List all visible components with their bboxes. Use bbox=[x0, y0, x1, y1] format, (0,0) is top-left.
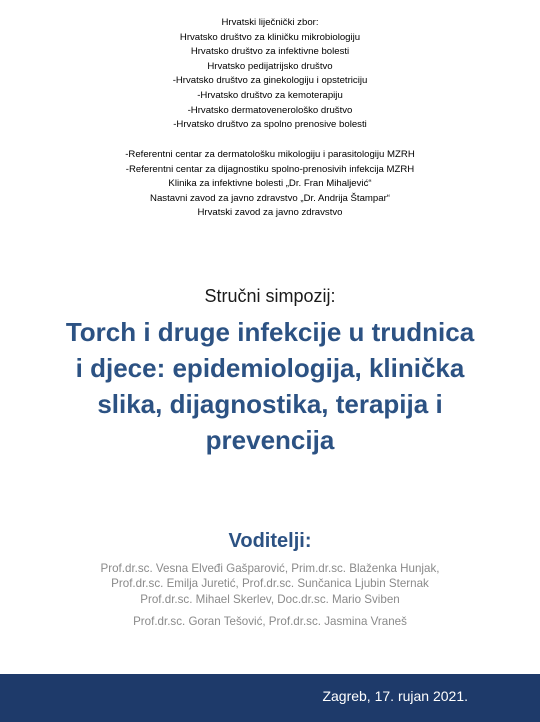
organizer-line: Hrvatsko pedijatrijsko društvo bbox=[207, 60, 333, 72]
organizer-line: -Hrvatsko društvo za spolno prenosive bolesti bbox=[173, 119, 367, 131]
institution-line: -Referentni centar za dermatološku mikologiju i parasitologiju MZRH bbox=[125, 149, 415, 160]
organizer-line: Hrvatsko društvo za kliničku mikrobiologiju bbox=[179, 31, 361, 43]
title-line: slika, dijagnostika, terapija i bbox=[97, 389, 443, 419]
institution-line: -Referentni centar za dijagnostiku spolno-prenosivih infekcija MZRH bbox=[125, 163, 415, 175]
organizer-line: Hrvatski liječnički zbor: bbox=[221, 17, 319, 28]
footer-place-date: Zagreb, 17. rujan 2021. bbox=[322, 688, 468, 704]
organizers-list bbox=[0, 16, 540, 133]
leader-line: Prof.dr.sc. Vesna Elveđi Gašparović, Prim.dr.sc. Blaženka Hunjak, bbox=[100, 562, 440, 575]
title-line: prevencija bbox=[205, 425, 335, 455]
organizer-line: -Hrvatsko društvo za kemoterapiju bbox=[197, 89, 343, 101]
leader-line: Prof.dr.sc. Emilja Juretić, Prof.dr.sc. Sunčanica Ljubin Sternak bbox=[111, 577, 429, 591]
institution-line: Hrvatski zavod za javno zdravstvo bbox=[197, 207, 343, 219]
leaders-list bbox=[0, 561, 540, 630]
leader-line: Prof.dr.sc. Mihael Skerlev, Doc.dr.sc. Mario Sviben bbox=[140, 592, 400, 606]
organizer-line: -Hrvatsko dermatovenerološko društvo bbox=[187, 104, 353, 116]
institutions-list bbox=[0, 148, 540, 221]
organizer-line: Hrvatsko društvo za infektivne bolesti bbox=[190, 46, 350, 58]
institution-line: Klinika za infektivne bolesti „Dr. Fran Mihaljević“ bbox=[168, 178, 372, 190]
leader-line: Prof.dr.sc. Goran Tešović, Prof.dr.sc. Jasmina Vraneš bbox=[133, 615, 407, 629]
leaders-heading: Voditelji: bbox=[228, 530, 312, 552]
title-line: i djece: epidemiologija, klinička bbox=[75, 353, 465, 383]
institution-line: Nastavni zavod za javno zdravstvo „Dr. Andrija Štampar“ bbox=[150, 192, 390, 204]
footer-bar bbox=[0, 674, 540, 722]
organizer-line: -Hrvatsko društvo za ginekologiju i opstetriciju bbox=[172, 75, 368, 87]
page-title bbox=[30, 314, 510, 458]
symposium-kicker: Stručni simpozij: bbox=[204, 286, 336, 306]
title-line: Torch i druge infekcije u trudnica bbox=[65, 317, 475, 347]
